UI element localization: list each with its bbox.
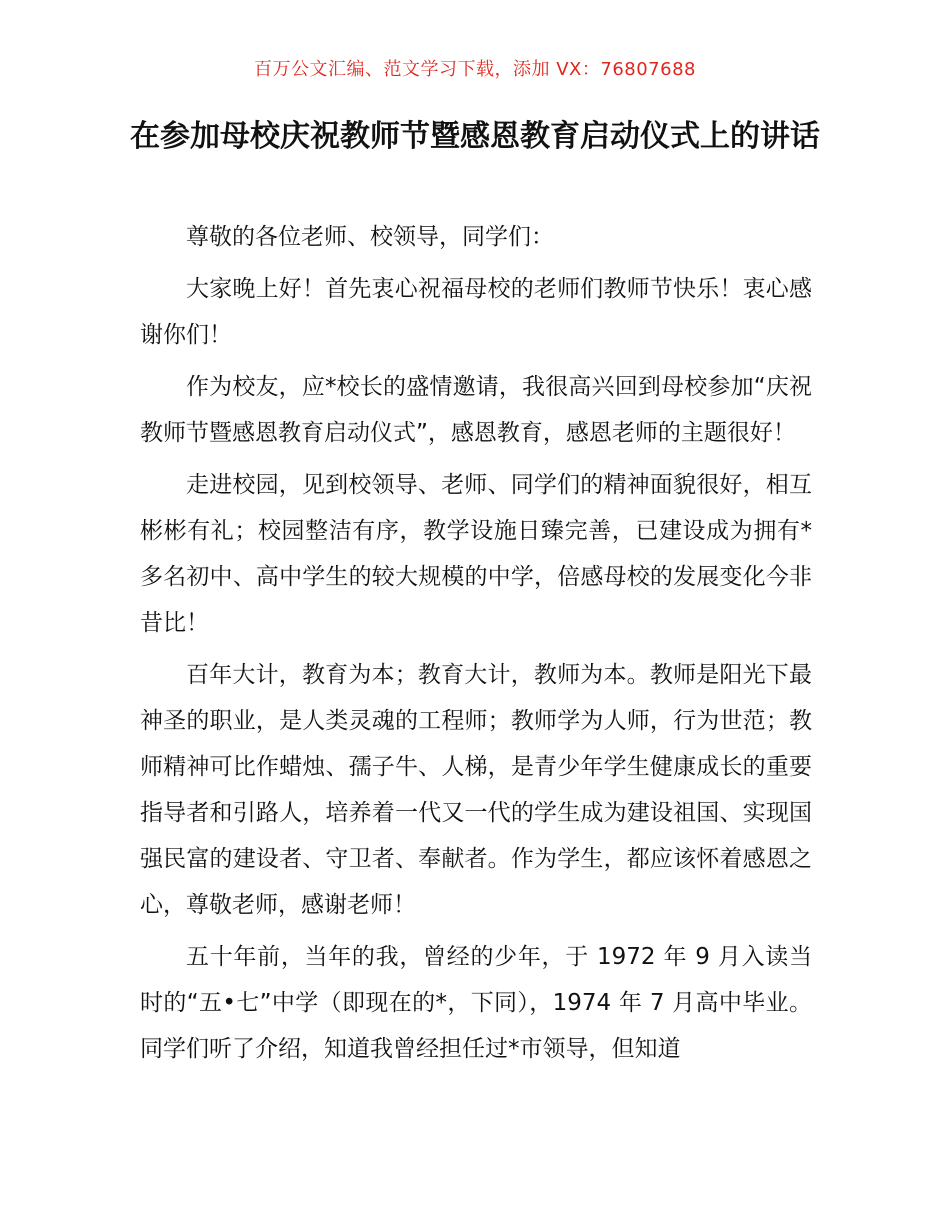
paragraph-salutation: 尊敬的各位老师、校领导，同学们：	[186, 224, 554, 250]
paragraph-greeting: 大家晚上好！首先衷心祝福母校的老师们教师节快乐！衷心感谢你们！	[140, 276, 812, 348]
document-title: 在参加母校庆祝教师节暨感恩教育启动仪式上的讲话	[130, 119, 820, 154]
paragraph-campus: 走进校园，见到校领导、老师、同学们的精神面貌很好，相互彬彬有礼；校园整洁有序，教学设施日臻完善，已建设成为拥有*多名初中、高中学生的较大规模的中学，倍感母校的发展变化今非昔比！	[140, 472, 812, 636]
header-watermark-note: 百万公文汇编、范文学习下载，添加 VX：76807688	[254, 59, 696, 80]
paragraph-invitation: 作为校友，应*校长的盛情邀请，我很高兴回到母校参加“庆祝教师节暨感恩教育启动仪式”，感恩教育，感恩老师的主题很好！	[140, 374, 812, 446]
document-body	[140, 214, 812, 1078]
paragraph-teachers: 百年大计，教育为本；教育大计，教师为本。教师是阳光下最神圣的职业，是人类灵魂的工程师；教师学为人师，行为世范；教师精神可比作蜡烛、孺子牛、人梯，是青少年学生健康成长的重要指导者和引路人，培养着一代又一代的学生成为建设祖国、实现国强民富的建设者、守卫者、奉献者。作为学生，都应该怀着感恩之心，尊敬老师，感谢老师！	[140, 662, 812, 918]
paragraph-memories: 五十年前，当年的我，曾经的少年，于 1972 年 9 月入读当时的“五•七”中学（即现在的*，下同），1974 年 7 月高中毕业。同学们听了介绍，知道我曾经担任过*市领导，但知道	[140, 944, 812, 1062]
